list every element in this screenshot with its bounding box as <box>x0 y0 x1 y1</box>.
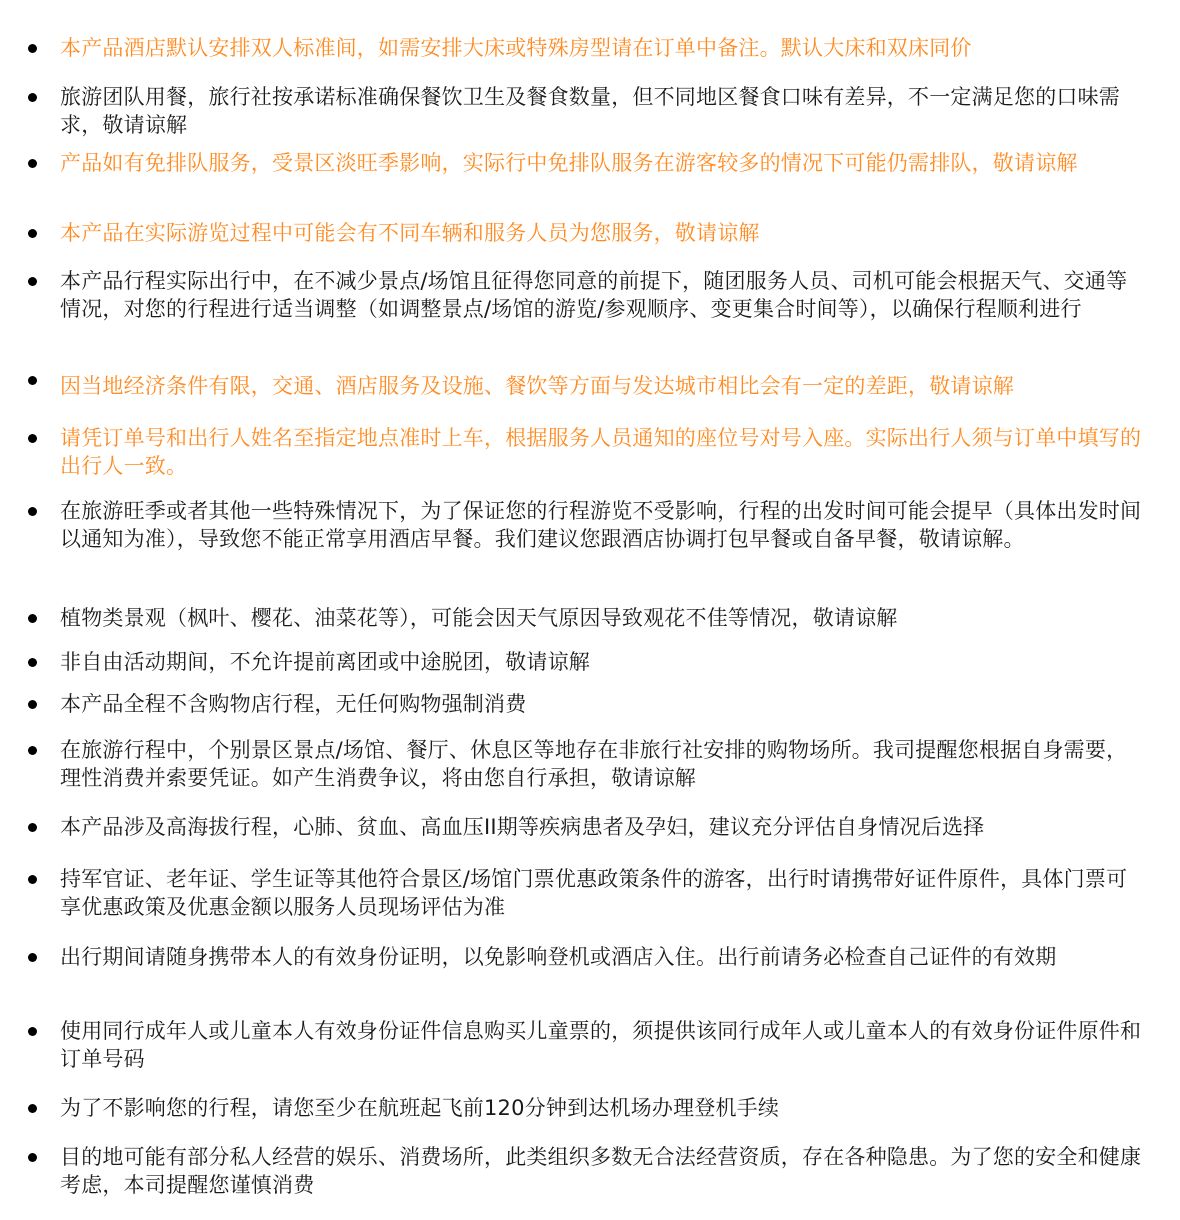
bullet-icon <box>28 700 37 709</box>
notice-text: 产品如有免排队服务，受景区淡旺季影响，实际行中免排队服务在游客较多的情况下可能仍需排队，敬请谅解 <box>60 151 1078 175</box>
bullet-icon <box>28 229 37 238</box>
notice-text: 目的地可能有部分私人经营的娱乐、消费场所，此类组织多数无合法经营资质，存在各种隐患。为了您的安全和健康考虑，本司提醒您谨慎消费 <box>60 1145 1142 1197</box>
notice-text: 本产品涉及高海拔行程，心肺、贫血、高血压II期等疾病患者及孕妇，建议充分评估自身情况后选择 <box>60 815 985 839</box>
notice-text: 本产品酒店默认安排双人标准间，如需安排大床或特殊房型请在订单中备注。默认大床和双床同价 <box>60 36 972 60</box>
bullet-icon <box>28 376 37 385</box>
notice-text: 出行期间请随身携带本人的有效身份证明，以免影响登机或酒店入住。出行前请务必检查自己证件的有效期 <box>60 945 1057 969</box>
notice-text: 使用同行成年人或儿童本人有效身份证件信息购买儿童票的，须提供该同行成年人或儿童本人的有效身份证件原件和订单号码 <box>60 1019 1142 1071</box>
notice-text: 非自由活动期间，不允许提前离团或中途脱团，敬请谅解 <box>60 650 590 674</box>
notice-text: 本产品行程实际出行中，在不减少景点/场馆且征得您同意的前提下，随团服务人员、司机可能会根据天气、交通等情况，对您的行程进行适当调整（如调整景点/场馆的游览/参观顺序、变更集合时间等），以确保行程顺利进行 <box>60 269 1128 321</box>
notice-text: 旅游团队用餐，旅行社按承诺标准确保餐饮卫生及餐食数量，但不同地区餐食口味有差异，不一定满足您的口味需求，敬请谅解 <box>60 85 1120 137</box>
bullet-icon <box>28 614 37 623</box>
bullet-icon <box>28 658 37 667</box>
bullet-icon <box>28 1104 37 1113</box>
bullet-icon <box>28 953 37 962</box>
notice-text: 在旅游旺季或者其他一些特殊情况下，为了保证您的行程游览不受影响，行程的出发时间可能会提早（具体出发时间以通知为准），导致您不能正常享用酒店早餐。我们建议您跟酒店协调打包早餐或自备早餐，敬请谅解。 <box>60 499 1142 551</box>
notice-text: 本产品在实际游览过程中可能会有不同车辆和服务人员为您服务，敬请谅解 <box>60 221 760 245</box>
bullet-icon <box>28 1027 37 1036</box>
bullet-icon <box>28 44 37 53</box>
notice-text: 持军官证、老年证、学生证等其他符合景区/场馆门票优惠政策条件的游客，出行时请携带好证件原件，具体门票可享优惠政策及优惠金额以服务人员现场评估为准 <box>60 867 1128 919</box>
bullet-icon <box>28 93 37 102</box>
notice-text: 因当地经济条件有限，交通、酒店服务及设施、餐饮等方面与发达城市相比会有一定的差距，敬请谅解 <box>60 374 1014 398</box>
notice-text: 在旅游行程中，个别景区景点/场馆、餐厅、休息区等地存在非旅行社安排的购物场所。我司提醒您根据自身需要，理性消费并索要凭证。如产生消费争议，将由您自行承担，敬请谅解 <box>60 738 1128 790</box>
bullet-icon <box>28 159 37 168</box>
notice-text: 本产品全程不含购物店行程，无任何购物强制消费 <box>60 692 527 716</box>
bullet-icon <box>28 875 37 884</box>
notice-text: 植物类景观（枫叶、樱花、油菜花等），可能会因天气原因导致观花不佳等情况，敬请谅解 <box>60 606 898 630</box>
notice-text: 请凭订单号和出行人姓名至指定地点准时上车，根据服务人员通知的座位号对号入座。实际出行人须与订单中填写的出行人一致。 <box>60 426 1142 478</box>
bullet-icon <box>28 746 37 755</box>
bullet-icon <box>28 507 37 516</box>
bullet-icon <box>28 1153 37 1162</box>
bullet-icon <box>28 823 37 832</box>
bullet-icon <box>28 277 37 286</box>
bullet-icon <box>28 434 37 443</box>
notice-text: 为了不影响您的行程，请您至少在航班起飞前120分钟到达机场办理登机手续 <box>60 1096 780 1120</box>
